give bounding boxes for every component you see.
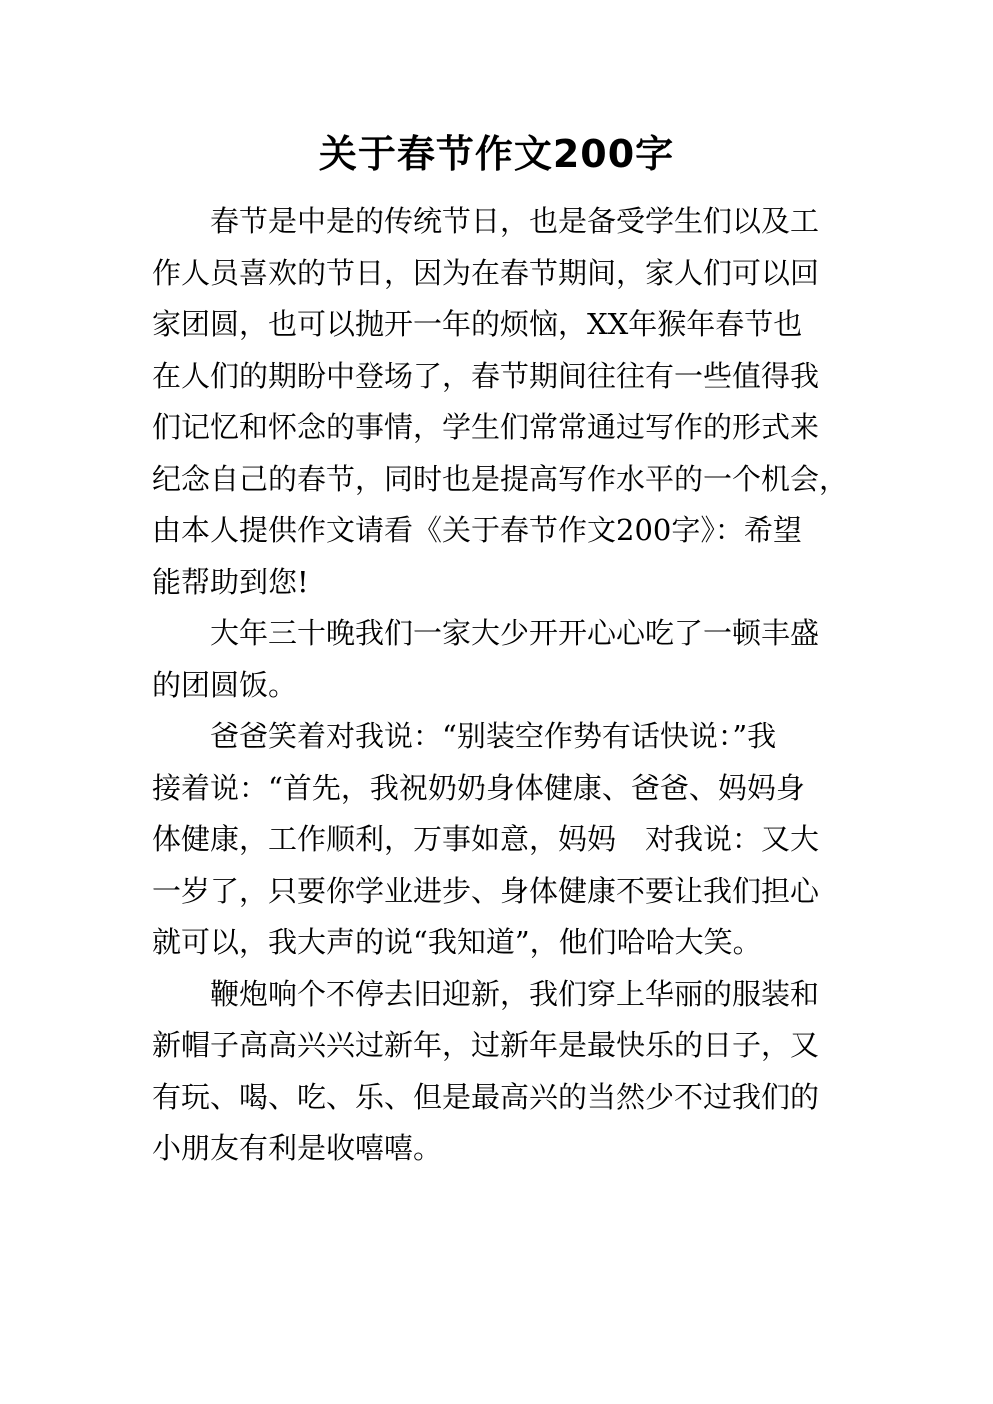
paragraph-3-line-1: 爸爸笑着对我说：“别装空作势有话快说：”我 xyxy=(210,719,777,753)
paragraph-4-line-1: 鞭炮响个不停去旧迎新，我们穿上华丽的服装和 xyxy=(210,976,820,1011)
paragraph-1-line-6: 纪念自己的春节，同时也是提高写作水平的一个机会， xyxy=(152,461,849,496)
paragraph-3-line-5: 就可以，我大声的说“我知道”，他们哈哈大笑。 xyxy=(152,925,762,959)
paragraph-1-line-3: 家团圆，也可以抛开一年的烦恼，XX年猴年春节也 xyxy=(152,307,803,341)
paragraph-4-line-4: 小朋友有利是收嘻嘻。 xyxy=(152,1131,443,1165)
paragraph-4-line-2: 新帽子高高兴兴过新年，过新年是最快乐的日子，又 xyxy=(152,1028,820,1062)
paragraph-1-line-1: 春节是中是的传统节日，也是备受学生们以及工 xyxy=(210,204,820,238)
paragraph-1-line-5: 们记忆和怀念的事情，学生们常常通过写作的形式来 xyxy=(152,410,820,444)
paragraph-1-line-8: 能帮助到您! xyxy=(152,564,309,599)
paragraph-1-line-2: 作人员喜欢的节日，因为在春节期间，家人们可以回 xyxy=(152,255,820,290)
paragraph-2-line-1: 大年三十晚我们一家大少开开心心吃了一顿丰盛 xyxy=(210,616,820,650)
paragraph-3-line-4: 一岁了，只要你学业进步、身体健康不要让我们担心 xyxy=(152,873,820,908)
paragraph-4-line-3: 有玩、喝、吃、乐、但是最高兴的当然少不过我们的 xyxy=(152,1079,820,1114)
paragraph-3-line-3: 体健康，工作顺利，万事如意，妈妈 对我说：又大 xyxy=(152,822,820,856)
paragraph-1-line-4: 在人们的期盼中登场了，春节期间往往有一些值得我 xyxy=(152,358,820,393)
document-title: 关于春节作文200字 xyxy=(318,132,675,176)
paragraph-1-line-7: 由本人提供作文请看《关于春节作文200字》：希望 xyxy=(152,513,802,547)
paragraph-2-line-2: 的团圆饭。 xyxy=(152,667,298,702)
document-body xyxy=(152,196,852,1175)
paragraph-3-line-2: 接着说：“首先，我祝奶奶身体健康、爸爸、妈妈身 xyxy=(152,770,805,805)
